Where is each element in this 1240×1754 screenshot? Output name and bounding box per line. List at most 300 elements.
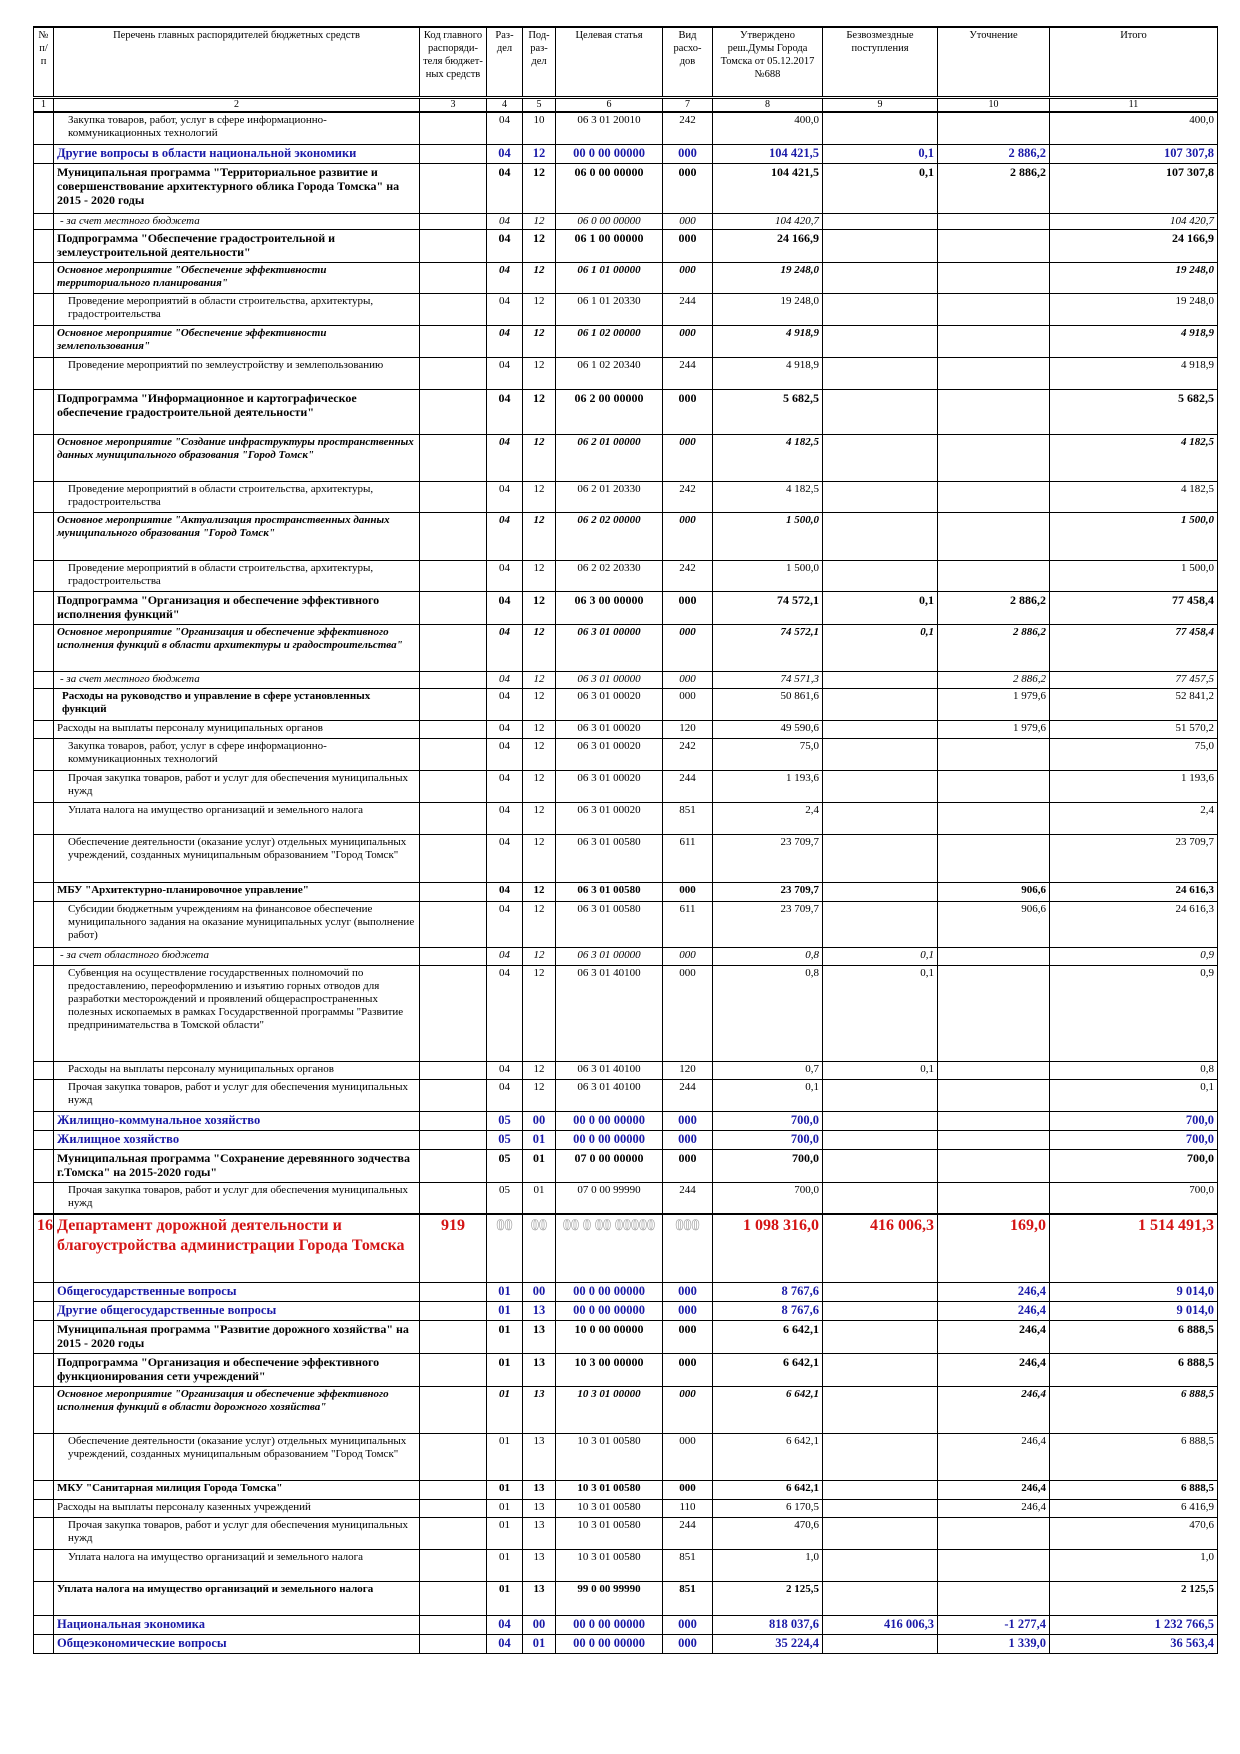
row-name: Обеспечение деятельности (оказание услуг) отдельных муниципальных учреждений, созданных муниципальным образованием "Город Томск" bbox=[54, 1434, 420, 1481]
row-adjustment bbox=[938, 230, 1050, 263]
row-name: Прочая закупка товаров, работ и услуг для обеспечения муниципальных нужд bbox=[54, 771, 420, 803]
row-approved: 49 590,6 bbox=[713, 721, 823, 739]
header-code: Код главного распоряди- теля бюджет- ных средств bbox=[420, 27, 487, 98]
row-total: 9 014,0 bbox=[1050, 1302, 1218, 1321]
row-approved: 23 709,7 bbox=[713, 883, 823, 902]
row-name: Обеспечение деятельности (оказание услуг) отдельных муниципальных учреждений, созданных муниципальным образованием "Город Томск" bbox=[54, 835, 420, 883]
row-adjustment: 2 886,2 bbox=[938, 625, 1050, 672]
row-code bbox=[420, 1150, 487, 1183]
row-approved: 0,8 bbox=[713, 966, 823, 1062]
row-name: Другие вопросы в области национальной экономики bbox=[54, 145, 420, 164]
row-code bbox=[420, 625, 487, 672]
row-code bbox=[420, 902, 487, 948]
row-approved: 700,0 bbox=[713, 1131, 823, 1150]
row-razdel: 04 bbox=[487, 1080, 523, 1112]
table-row bbox=[34, 1550, 1218, 1582]
colnum-10: 10 bbox=[938, 98, 1050, 113]
row-razdel: 04 bbox=[487, 739, 523, 771]
row-grants: 0,1 bbox=[823, 164, 938, 214]
row-razdel: 04 bbox=[487, 294, 523, 326]
row-name: Расходы на выплаты персоналу казенных учреждений bbox=[54, 1500, 420, 1518]
row-vid: 000 bbox=[663, 230, 713, 263]
row-grants bbox=[823, 721, 938, 739]
row-grants bbox=[823, 1500, 938, 1518]
row-grants bbox=[823, 390, 938, 435]
row-total: 6 888,5 bbox=[1050, 1321, 1218, 1354]
row-vid: 000 bbox=[663, 1131, 713, 1150]
row-grants: 0,1 bbox=[823, 1062, 938, 1080]
row-total: 6 888,5 bbox=[1050, 1354, 1218, 1387]
row-name: Основное мероприятие "Организация и обеспечение эффективного исполнения функций в области дорожного хозяйства" bbox=[54, 1387, 420, 1434]
row-number bbox=[34, 1500, 54, 1518]
row-vid: 000 bbox=[663, 390, 713, 435]
row-target: 06 2 02 20330 bbox=[556, 561, 663, 592]
row-total: 4 182,5 bbox=[1050, 435, 1218, 482]
row-razdel: 04 bbox=[487, 561, 523, 592]
row-name: Прочая закупка товаров, работ и услуг для обеспечения муниципальных нужд bbox=[54, 1518, 420, 1550]
row-razdel: 04 bbox=[487, 672, 523, 689]
row-podrazdel: 12 bbox=[523, 739, 556, 771]
row-adjustment bbox=[938, 835, 1050, 883]
row-grants: 416 006,3 bbox=[823, 1214, 938, 1283]
row-adjustment bbox=[938, 1183, 1050, 1215]
budget-sheet bbox=[33, 26, 1217, 1654]
header-razdel: Раз- дел bbox=[487, 27, 523, 98]
row-target: 06 3 01 00580 bbox=[556, 902, 663, 948]
row-podrazdel: 01 bbox=[523, 1131, 556, 1150]
row-target: 07 0 00 00000 bbox=[556, 1150, 663, 1183]
row-adjustment: 906,6 bbox=[938, 883, 1050, 902]
row-razdel: 01 bbox=[487, 1387, 523, 1434]
row-total: 1 193,6 bbox=[1050, 771, 1218, 803]
row-approved: 74 572,1 bbox=[713, 592, 823, 625]
row-code bbox=[420, 672, 487, 689]
row-vid: 000 bbox=[663, 1150, 713, 1183]
row-podrazdel: 12 bbox=[523, 513, 556, 561]
row-razdel: 01 bbox=[487, 1550, 523, 1582]
row-total: 2 125,5 bbox=[1050, 1582, 1218, 1616]
row-name: Закупка товаров, работ, услуг в сфере информационно-коммуникационных технологий bbox=[54, 112, 420, 145]
row-total: 19 248,0 bbox=[1050, 263, 1218, 294]
row-total: 9 014,0 bbox=[1050, 1283, 1218, 1302]
row-grants bbox=[823, 1582, 938, 1616]
row-target: 10 3 01 00580 bbox=[556, 1550, 663, 1582]
row-vid: 000 bbox=[663, 1354, 713, 1387]
row-approved: 1 500,0 bbox=[713, 513, 823, 561]
row-approved: 1 098 316,0 bbox=[713, 1214, 823, 1283]
row-code bbox=[420, 1500, 487, 1518]
row-podrazdel: 00 bbox=[523, 1214, 556, 1283]
row-grants: 0,1 bbox=[823, 145, 938, 164]
row-approved: 104 421,5 bbox=[713, 145, 823, 164]
row-adjustment bbox=[938, 435, 1050, 482]
row-grants bbox=[823, 1481, 938, 1500]
row-vid: 110 bbox=[663, 1500, 713, 1518]
row-adjustment bbox=[938, 803, 1050, 835]
row-razdel: 04 bbox=[487, 358, 523, 390]
row-name: Подпрограмма "Организация и обеспечение эффективного исполнения функций" bbox=[54, 592, 420, 625]
row-number bbox=[34, 358, 54, 390]
row-code bbox=[420, 513, 487, 561]
table-row bbox=[34, 561, 1218, 592]
row-grants bbox=[823, 1150, 938, 1183]
row-podrazdel: 01 bbox=[523, 1150, 556, 1183]
header-total: Итого bbox=[1050, 27, 1218, 98]
row-vid: 120 bbox=[663, 721, 713, 739]
row-grants bbox=[823, 263, 938, 294]
row-adjustment bbox=[938, 1080, 1050, 1112]
row-code bbox=[420, 263, 487, 294]
row-target: 00 0 00 00000 bbox=[556, 1112, 663, 1131]
row-approved: 8 767,6 bbox=[713, 1283, 823, 1302]
row-approved: 6 642,1 bbox=[713, 1387, 823, 1434]
header-vid: Вид расхо- дов bbox=[663, 27, 713, 98]
row-grants bbox=[823, 1550, 938, 1582]
row-number bbox=[34, 1354, 54, 1387]
row-name: Прочая закупка товаров, работ и услуг для обеспечения муниципальных нужд bbox=[54, 1080, 420, 1112]
row-adjustment bbox=[938, 1582, 1050, 1616]
header-podrazdel: Под- раз- дел bbox=[523, 27, 556, 98]
row-adjustment bbox=[938, 390, 1050, 435]
row-number bbox=[34, 721, 54, 739]
row-code bbox=[420, 948, 487, 966]
row-podrazdel: 12 bbox=[523, 214, 556, 230]
row-number bbox=[34, 263, 54, 294]
row-approved: 75,0 bbox=[713, 739, 823, 771]
row-adjustment bbox=[938, 263, 1050, 294]
row-target: 00 0 00 00000 bbox=[556, 1214, 663, 1283]
row-name: Закупка товаров, работ, услуг в сфере информационно-коммуникационных технологий bbox=[54, 739, 420, 771]
row-approved: 35 224,4 bbox=[713, 1635, 823, 1654]
table-row bbox=[34, 1302, 1218, 1321]
row-name: Жилищно-коммунальное хозяйство bbox=[54, 1112, 420, 1131]
row-code bbox=[420, 482, 487, 513]
row-name: Проведение мероприятий в области строительства, архитектуры, градостроительства bbox=[54, 294, 420, 326]
row-code bbox=[420, 1112, 487, 1131]
row-razdel: 04 bbox=[487, 112, 523, 145]
row-total: 1 232 766,5 bbox=[1050, 1616, 1218, 1635]
row-number bbox=[34, 1387, 54, 1434]
row-approved: 6 170,5 bbox=[713, 1500, 823, 1518]
row-adjustment bbox=[938, 1518, 1050, 1550]
table-row bbox=[34, 1321, 1218, 1354]
colnum-7: 7 bbox=[663, 98, 713, 113]
row-vid: 244 bbox=[663, 1518, 713, 1550]
row-target: 00 0 00 00000 bbox=[556, 1616, 663, 1635]
row-grants bbox=[823, 1112, 938, 1131]
table-row bbox=[34, 948, 1218, 966]
table-row bbox=[34, 1283, 1218, 1302]
row-adjustment: 246,4 bbox=[938, 1500, 1050, 1518]
table-row bbox=[34, 1150, 1218, 1183]
row-number bbox=[34, 230, 54, 263]
table-row bbox=[34, 1635, 1218, 1654]
row-code bbox=[420, 739, 487, 771]
row-code bbox=[420, 1582, 487, 1616]
row-approved: 700,0 bbox=[713, 1112, 823, 1131]
row-podrazdel: 13 bbox=[523, 1387, 556, 1434]
row-vid: 000 bbox=[663, 435, 713, 482]
row-razdel: 01 bbox=[487, 1500, 523, 1518]
row-name: Проведение мероприятий в области строительства, архитектуры, градостроительства bbox=[54, 561, 420, 592]
row-razdel: 04 bbox=[487, 214, 523, 230]
row-target: 00 0 00 00000 bbox=[556, 1131, 663, 1150]
row-vid: 244 bbox=[663, 771, 713, 803]
row-razdel: 04 bbox=[487, 902, 523, 948]
table-row bbox=[34, 1080, 1218, 1112]
row-number bbox=[34, 513, 54, 561]
row-vid: 000 bbox=[663, 1302, 713, 1321]
row-code bbox=[420, 561, 487, 592]
row-grants bbox=[823, 902, 938, 948]
row-name: Уплата налога на имущество организаций и земельного налога bbox=[54, 803, 420, 835]
row-total: 2,4 bbox=[1050, 803, 1218, 835]
row-approved: 74 571,3 bbox=[713, 672, 823, 689]
row-number bbox=[34, 835, 54, 883]
row-grants bbox=[823, 435, 938, 482]
row-number bbox=[34, 390, 54, 435]
row-code bbox=[420, 1434, 487, 1481]
row-vid: 611 bbox=[663, 835, 713, 883]
row-total: 1 500,0 bbox=[1050, 561, 1218, 592]
row-target: 06 2 02 00000 bbox=[556, 513, 663, 561]
table-row bbox=[34, 1500, 1218, 1518]
row-number bbox=[34, 1635, 54, 1654]
row-adjustment bbox=[938, 739, 1050, 771]
row-razdel: 04 bbox=[487, 625, 523, 672]
row-approved: 50 861,6 bbox=[713, 689, 823, 721]
row-adjustment: 246,4 bbox=[938, 1283, 1050, 1302]
row-code bbox=[420, 966, 487, 1062]
row-vid: 000 bbox=[663, 1214, 713, 1283]
row-grants bbox=[823, 326, 938, 358]
table-row bbox=[34, 902, 1218, 948]
row-target: 00 0 00 00000 bbox=[556, 1283, 663, 1302]
row-razdel: 04 bbox=[487, 689, 523, 721]
row-podrazdel: 01 bbox=[523, 1635, 556, 1654]
table-row bbox=[34, 1434, 1218, 1481]
table-row bbox=[34, 164, 1218, 214]
row-target: 10 3 01 00580 bbox=[556, 1434, 663, 1481]
row-adjustment bbox=[938, 326, 1050, 358]
row-podrazdel: 12 bbox=[523, 326, 556, 358]
row-vid: 000 bbox=[663, 883, 713, 902]
row-vid: 851 bbox=[663, 1550, 713, 1582]
row-number bbox=[34, 739, 54, 771]
table-row bbox=[34, 358, 1218, 390]
row-vid: 000 bbox=[663, 1635, 713, 1654]
row-name: Муниципальная программа "Территориальное развитие и совершенствование архитектурного облика Города Томска" на 2015 - 2020 годы bbox=[54, 164, 420, 214]
row-code bbox=[420, 1080, 487, 1112]
row-podrazdel: 13 bbox=[523, 1354, 556, 1387]
row-razdel: 04 bbox=[487, 721, 523, 739]
row-grants bbox=[823, 1387, 938, 1434]
row-podrazdel: 12 bbox=[523, 721, 556, 739]
row-total: 1 500,0 bbox=[1050, 513, 1218, 561]
row-target: 06 3 01 00020 bbox=[556, 739, 663, 771]
row-name: Общеэкономические вопросы bbox=[54, 1635, 420, 1654]
table-row bbox=[34, 1131, 1218, 1150]
row-target: 06 1 00 00000 bbox=[556, 230, 663, 263]
table-row bbox=[34, 739, 1218, 771]
row-podrazdel: 13 bbox=[523, 1302, 556, 1321]
row-podrazdel: 12 bbox=[523, 263, 556, 294]
row-podrazdel: 12 bbox=[523, 435, 556, 482]
row-adjustment: 169,0 bbox=[938, 1214, 1050, 1283]
row-number bbox=[34, 592, 54, 625]
header-num: № п/п bbox=[34, 27, 54, 98]
row-adjustment bbox=[938, 482, 1050, 513]
colnum-11: 11 bbox=[1050, 98, 1218, 113]
table-row bbox=[34, 1062, 1218, 1080]
row-target: 10 3 01 00000 bbox=[556, 1387, 663, 1434]
row-number bbox=[34, 689, 54, 721]
row-vid: 000 bbox=[663, 164, 713, 214]
row-vid: 000 bbox=[663, 145, 713, 164]
row-podrazdel: 13 bbox=[523, 1321, 556, 1354]
row-total: 77 458,4 bbox=[1050, 625, 1218, 672]
row-razdel: 04 bbox=[487, 230, 523, 263]
row-razdel: 01 bbox=[487, 1321, 523, 1354]
row-code bbox=[420, 771, 487, 803]
header-approved: Утверждено реш.Думы Города Томска от 05.12.2017 №688 bbox=[713, 27, 823, 98]
row-name: Субсидии бюджетным учреждениям на финансовое обеспечение муниципального задания на оказание муниципальных услуг (выполнение работ) bbox=[54, 902, 420, 948]
row-target: 06 3 01 00580 bbox=[556, 883, 663, 902]
row-number bbox=[34, 1062, 54, 1080]
row-podrazdel: 10 bbox=[523, 112, 556, 145]
row-target: 06 3 01 00000 bbox=[556, 672, 663, 689]
row-name: Уплата налога на имущество организаций и земельного налога bbox=[54, 1550, 420, 1582]
row-name: Муниципальная программа "Развитие дорожного хозяйства" на 2015 - 2020 годы bbox=[54, 1321, 420, 1354]
table-row bbox=[34, 625, 1218, 672]
row-total: 470,6 bbox=[1050, 1518, 1218, 1550]
row-approved: 400,0 bbox=[713, 112, 823, 145]
row-total: 36 563,4 bbox=[1050, 1635, 1218, 1654]
row-total: 0,9 bbox=[1050, 948, 1218, 966]
row-grants bbox=[823, 835, 938, 883]
row-number bbox=[34, 1080, 54, 1112]
row-code bbox=[420, 164, 487, 214]
row-grants bbox=[823, 771, 938, 803]
row-razdel: 04 bbox=[487, 1616, 523, 1635]
column-number-row bbox=[34, 98, 1218, 113]
row-total: 75,0 bbox=[1050, 739, 1218, 771]
row-code bbox=[420, 689, 487, 721]
row-approved: 818 037,6 bbox=[713, 1616, 823, 1635]
row-vid: 000 bbox=[663, 1434, 713, 1481]
row-razdel: 05 bbox=[487, 1183, 523, 1215]
row-adjustment: 2 886,2 bbox=[938, 672, 1050, 689]
row-target: 06 3 01 00020 bbox=[556, 771, 663, 803]
row-name: Расходы на выплаты персоналу муниципальных органов bbox=[54, 721, 420, 739]
row-target: 06 3 01 40100 bbox=[556, 1080, 663, 1112]
row-name: Основное мероприятие "Обеспечение эффективности территориального планирования" bbox=[54, 263, 420, 294]
row-target: 06 3 01 00020 bbox=[556, 689, 663, 721]
row-vid: 851 bbox=[663, 1582, 713, 1616]
row-razdel: 01 bbox=[487, 1434, 523, 1481]
row-target: 06 1 01 00000 bbox=[556, 263, 663, 294]
row-adjustment: 1 339,0 bbox=[938, 1635, 1050, 1654]
table-row bbox=[34, 435, 1218, 482]
row-approved: 19 248,0 bbox=[713, 294, 823, 326]
row-adjustment: 246,4 bbox=[938, 1302, 1050, 1321]
row-number bbox=[34, 1321, 54, 1354]
row-vid: 000 bbox=[663, 1481, 713, 1500]
row-number bbox=[34, 1283, 54, 1302]
row-grants bbox=[823, 513, 938, 561]
row-adjustment: 246,4 bbox=[938, 1434, 1050, 1481]
row-name: Подпрограмма "Обеспечение градостроительной и землеустроительной деятельности" bbox=[54, 230, 420, 263]
row-approved: 6 642,1 bbox=[713, 1354, 823, 1387]
row-target: 10 3 01 00580 bbox=[556, 1500, 663, 1518]
row-approved: 4 918,9 bbox=[713, 358, 823, 390]
table-row bbox=[34, 1582, 1218, 1616]
row-total: 4 918,9 bbox=[1050, 358, 1218, 390]
row-code bbox=[420, 435, 487, 482]
row-approved: 24 166,9 bbox=[713, 230, 823, 263]
row-podrazdel: 12 bbox=[523, 390, 556, 435]
row-target: 06 1 02 00000 bbox=[556, 326, 663, 358]
row-total: 5 682,5 bbox=[1050, 390, 1218, 435]
row-number bbox=[34, 482, 54, 513]
row-code bbox=[420, 214, 487, 230]
table-row bbox=[34, 721, 1218, 739]
row-code bbox=[420, 1321, 487, 1354]
row-code bbox=[420, 230, 487, 263]
row-vid: 000 bbox=[663, 1283, 713, 1302]
row-target: 06 0 00 00000 bbox=[556, 214, 663, 230]
row-adjustment: 246,4 bbox=[938, 1481, 1050, 1500]
row-total: 6 888,5 bbox=[1050, 1481, 1218, 1500]
row-vid: 244 bbox=[663, 1080, 713, 1112]
row-total: 0,8 bbox=[1050, 1062, 1218, 1080]
row-adjustment: 1 979,6 bbox=[938, 689, 1050, 721]
row-code bbox=[420, 1387, 487, 1434]
row-code bbox=[420, 835, 487, 883]
row-name: Департамент дорожной деятельности и благоустройства администрации Города Томска bbox=[54, 1214, 420, 1283]
row-approved: 19 248,0 bbox=[713, 263, 823, 294]
row-podrazdel: 13 bbox=[523, 1481, 556, 1500]
table-row bbox=[34, 966, 1218, 1062]
row-name: Муниципальная программа "Сохранение деревянного зодчества г.Томска" на 2015-2020 годы" bbox=[54, 1150, 420, 1183]
row-target: 10 0 00 00000 bbox=[556, 1321, 663, 1354]
row-podrazdel: 13 bbox=[523, 1518, 556, 1550]
table-row bbox=[34, 1518, 1218, 1550]
row-target: 00 0 00 00000 bbox=[556, 1302, 663, 1321]
row-code bbox=[420, 1354, 487, 1387]
row-code bbox=[420, 390, 487, 435]
row-grants bbox=[823, 803, 938, 835]
row-approved: 6 642,1 bbox=[713, 1434, 823, 1481]
row-razdel: 04 bbox=[487, 771, 523, 803]
row-approved: 700,0 bbox=[713, 1183, 823, 1215]
row-target: 06 1 01 20330 bbox=[556, 294, 663, 326]
row-podrazdel: 13 bbox=[523, 1550, 556, 1582]
row-vid: 000 bbox=[663, 214, 713, 230]
row-number bbox=[34, 625, 54, 672]
row-name: - за счет областного бюджета bbox=[54, 948, 420, 966]
row-approved: 104 420,7 bbox=[713, 214, 823, 230]
row-code bbox=[420, 1481, 487, 1500]
row-approved: 5 682,5 bbox=[713, 390, 823, 435]
row-approved: 4 918,9 bbox=[713, 326, 823, 358]
row-name: Основное мероприятие "Организация и обеспечение эффективного исполнения функций в области архитектуры и градостроительства" bbox=[54, 625, 420, 672]
row-grants bbox=[823, 689, 938, 721]
row-name: Подпрограмма "Информационное и картографическое обеспечение градостроительной деятельности" bbox=[54, 390, 420, 435]
colnum-8: 8 bbox=[713, 98, 823, 113]
colnum-2: 2 bbox=[54, 98, 420, 113]
row-grants bbox=[823, 1283, 938, 1302]
